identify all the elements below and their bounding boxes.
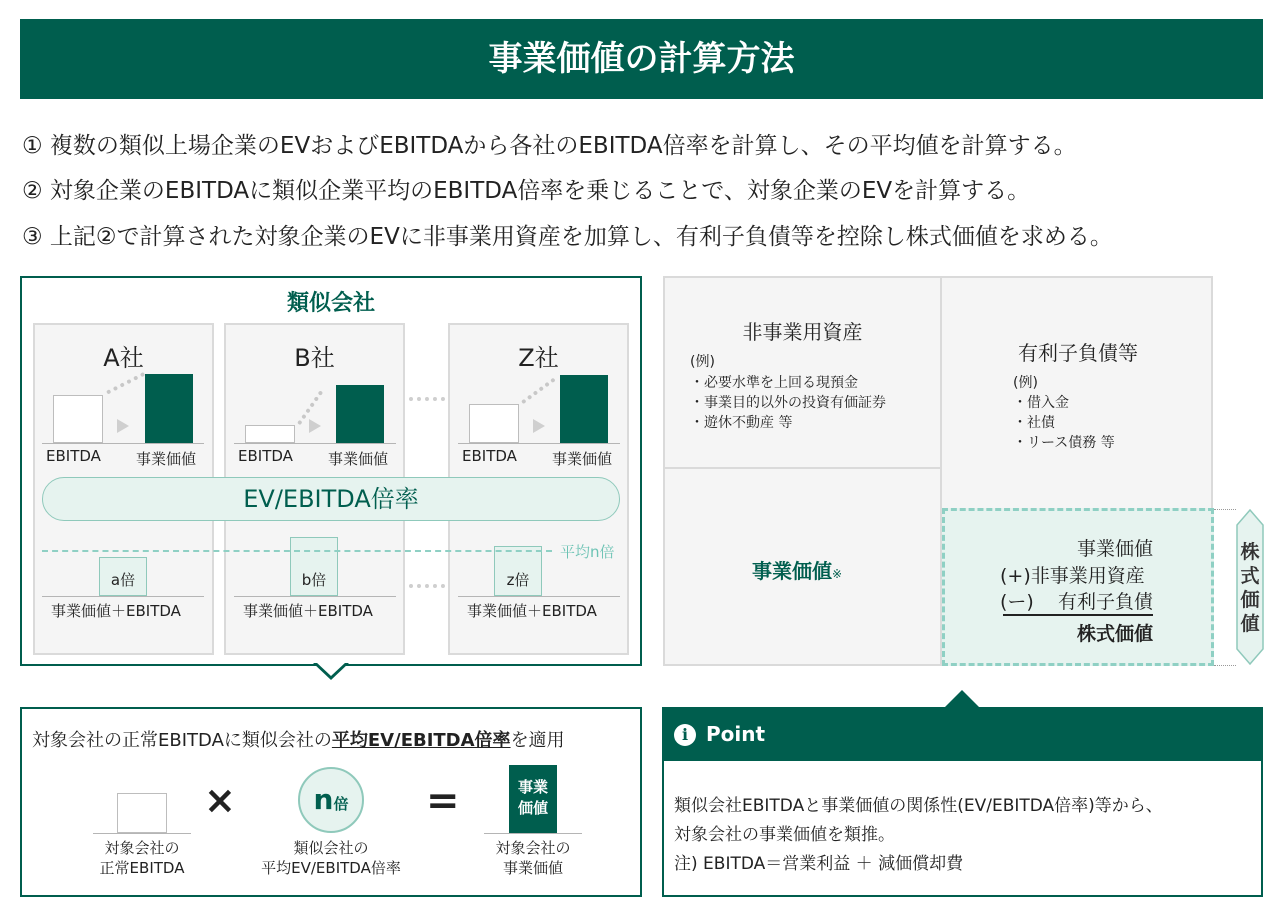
ebitda-bar (469, 404, 519, 443)
debt-example: (例) (1013, 375, 1038, 391)
box-baseline (484, 833, 582, 834)
application-title-pre: 対象会社の正常EBITDAに類似会社の (32, 730, 332, 751)
multiple-baseline (458, 596, 620, 597)
ellipsis-dots (409, 584, 445, 588)
arrow-right-icon (117, 419, 129, 433)
equals-symbol: = (426, 778, 460, 824)
caption-target-ev: 対象会社の 事業価値 (495, 839, 571, 877)
point-title: Point (706, 722, 766, 746)
caption-target-ebitda: 対象会社の 正常EBITDA (99, 839, 185, 877)
company-name: B社 (294, 344, 335, 372)
multiple-label: a倍 (110, 571, 136, 589)
multiply-symbol: × (204, 778, 236, 822)
ebitda-label: EBITDA (462, 447, 517, 465)
multiple-circle-label (298, 767, 364, 833)
ellipsis-dots (409, 397, 445, 401)
non-operating-title: 非事業用資産 (742, 320, 863, 344)
non-operating-example: (例) (690, 354, 715, 370)
application-title (32, 726, 565, 752)
debt-item: ・借入金 (1013, 395, 1069, 411)
debt-item: ・リース債務 等 (1013, 435, 1115, 451)
bar-baseline (234, 443, 396, 444)
page-title: 事業価値の計算方法 (488, 39, 795, 79)
average-label: 平均n倍 (560, 543, 615, 561)
company-name: A社 (103, 344, 144, 372)
step-3: ③ 上記②で計算された対象企業のEVに非事業用資産を加算し、有利子負債等を控除し株式価値を求める。 (22, 224, 1113, 250)
enterprise-value-text: 事業価値 (752, 559, 832, 583)
multiple-label: z倍 (506, 571, 530, 589)
debt-title: 有利子負債等 (1018, 341, 1138, 365)
calc-result: 株式価値 (1076, 623, 1153, 645)
non-operating-item: ・遊休不動産 等 (690, 415, 793, 431)
ev-label: 事業価値 (328, 450, 389, 468)
company-name: Z社 (518, 344, 559, 372)
multiple-baseline (234, 596, 396, 597)
arrow-right-icon (309, 419, 321, 433)
bracket-dots (1214, 509, 1236, 510)
box-baseline (93, 833, 191, 834)
arrow-right-icon (533, 419, 545, 433)
non-operating-item: ・事業目的以外の投資有価証券 (690, 395, 886, 411)
point-note: 注) EBITDA＝営業利益 ＋ 減価償却費 (674, 854, 964, 874)
enterprise-value-label (752, 555, 842, 584)
application-title-bold: 平均EV/EBITDA倍率 (331, 730, 511, 751)
formula-label: 事業価値＋EBITDA (51, 602, 181, 620)
calc-line-ev: 事業価値 (1076, 538, 1153, 560)
calc-line-minus-sign: (ー) (1000, 591, 1034, 613)
multiple-n: n (313, 783, 334, 816)
comparables-title: 類似会社 (286, 291, 375, 316)
calc-sum-line (1003, 614, 1153, 616)
info-icon: i (674, 724, 696, 746)
ebitda-bar (53, 395, 103, 443)
caption-average-multiple: 類似会社の 平均EV/EBITDA倍率 (261, 839, 401, 877)
point-pointer (944, 690, 980, 708)
bar-baseline (458, 443, 620, 444)
equity-side-label: 株 式 価 値 (1240, 541, 1260, 635)
multiple-unit: 倍 (333, 795, 349, 813)
step-1: ① 複数の類似上場企業のEVおよびEBITDAから各社のEBITDA倍率を計算し、その平均値を計算する。 (22, 133, 1077, 159)
bar-baseline (42, 443, 204, 444)
application-title-post: を適用 (510, 730, 565, 751)
multiple-label: b倍 (301, 571, 327, 589)
balance-divider (663, 467, 942, 469)
calc-line-plus: (+)非事業用資産 (1000, 565, 1145, 587)
formula-label: 事業価値＋EBITDA (243, 602, 373, 620)
target-ev-box-label: 事業 価値 (517, 778, 548, 817)
ev-bar (145, 374, 193, 443)
ev-label: 事業価値 (136, 450, 197, 468)
ebitda-bar (245, 425, 295, 443)
point-text: 対象会社の事業価値を類推。 (674, 825, 895, 845)
ev-bar (560, 375, 608, 443)
ev-bar (336, 385, 384, 443)
ebitda-label: EBITDA (46, 447, 101, 465)
ratio-label: EV/EBITDA倍率 (243, 485, 419, 513)
target-ebitda-box (117, 793, 167, 833)
panel-pointer-fill (316, 662, 346, 676)
debt-item: ・社債 (1013, 415, 1055, 431)
formula-label: 事業価値＋EBITDA (467, 602, 597, 620)
footnote-mark: ※ (832, 567, 843, 581)
bracket-dots (1214, 665, 1236, 666)
multiple-baseline (42, 596, 204, 597)
ebitda-label: EBITDA (238, 447, 293, 465)
step-2: ② 対象企業のEBITDAに類似企業平均のEBITDA倍率を乗じることで、対象企業のEVを計算する。 (22, 178, 1031, 204)
ev-label: 事業価値 (552, 450, 613, 468)
non-operating-item: ・必要水準を上回る現預金 (690, 375, 858, 391)
point-text: 類似会社EBITDAと事業価値の関係性(EV/EBITDA倍率)等から、 (674, 796, 1163, 816)
average-line (42, 550, 552, 552)
calc-line-minus: 有利子負債 (1057, 591, 1153, 613)
